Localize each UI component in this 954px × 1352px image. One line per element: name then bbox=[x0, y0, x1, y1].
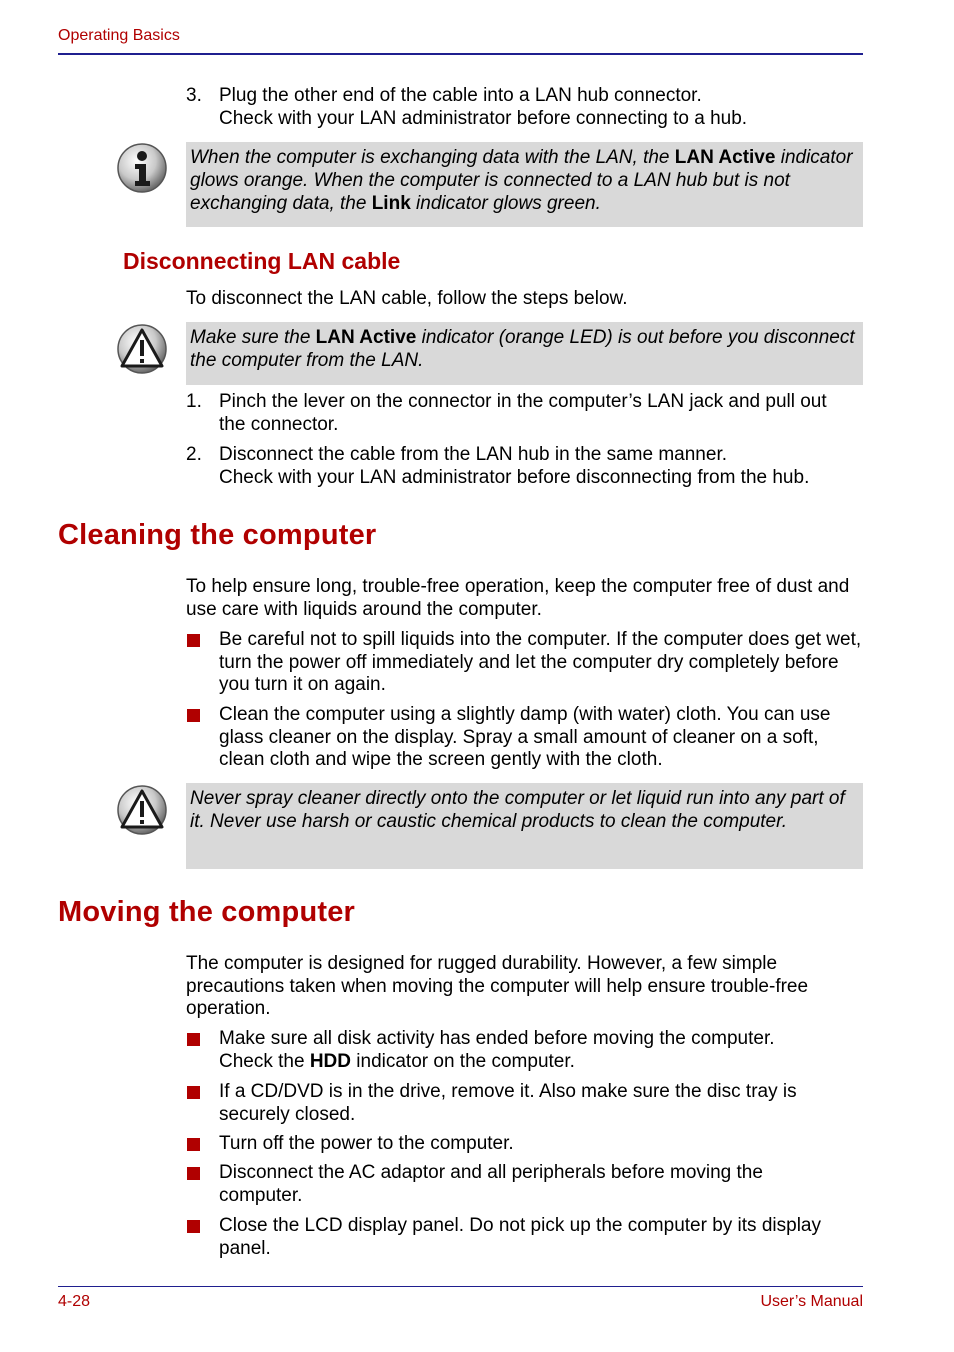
warning-note bbox=[186, 322, 863, 385]
step-text bbox=[219, 85, 864, 130]
step-line: Check with your LAN administrator before disconnecting from the hub. bbox=[219, 466, 810, 488]
step-line: Disconnect the cable from the LAN hub in the same manner. bbox=[219, 444, 727, 465]
warning-icon bbox=[116, 323, 168, 375]
paragraph: The computer is designed for rugged durability. However, a few simple precautions taken when moving the computer will help ensure trouble-free operation. bbox=[186, 953, 809, 1020]
section-heading: Cleaning the computer bbox=[58, 519, 377, 551]
paragraph: To disconnect the LAN cable, follow the steps below. bbox=[186, 288, 628, 309]
bullet-marker bbox=[187, 1220, 200, 1233]
step-text: Pinch the lever on the connector in the computer’s LAN jack and pull out the connector. bbox=[219, 391, 827, 435]
manual-title: User’s Manual bbox=[760, 1293, 863, 1310]
header-rule bbox=[58, 53, 863, 55]
note-text: indicator glows green. bbox=[410, 193, 601, 214]
bullet-text: Turn off the power to the computer. bbox=[219, 1133, 514, 1154]
bullet-line: Make sure all disk activity has ended before moving the computer. bbox=[219, 1028, 775, 1049]
note-text: When the computer is exchanging data with the LAN, the bbox=[190, 147, 675, 168]
paragraph: To help ensure long, trouble-free operation, keep the computer free of dust and use care with liquids around the computer. bbox=[186, 576, 850, 620]
section-subheading: Disconnecting LAN cable bbox=[123, 248, 401, 274]
step-number: 3. bbox=[186, 85, 202, 106]
footer-rule bbox=[58, 1286, 863, 1287]
bullet-text: If a CD/DVD is in the drive, remove it. Also make sure the disc tray is securely closed. bbox=[219, 1081, 797, 1125]
bullet-marker bbox=[187, 1138, 200, 1151]
section-heading: Moving the computer bbox=[58, 896, 356, 928]
bullet-text: Clean the computer using a slightly damp (with water) cloth. You can use glass cleaner on the display. Spray a small amount of cleaner on a soft, clean cloth and wipe the screen gently with the cloth. bbox=[219, 704, 831, 771]
note-bold: Link bbox=[371, 193, 411, 214]
step-text bbox=[219, 444, 864, 489]
step-number: 2. bbox=[186, 444, 202, 465]
note-bold: LAN Active bbox=[674, 147, 776, 168]
bullet-text: Close the LCD display panel. Do not pick up the computer by its display panel. bbox=[219, 1215, 821, 1259]
warning-note: Never spray cleaner directly onto the computer or let liquid run into any part of it. Never use harsh or caustic chemical products to clean the computer. bbox=[186, 783, 863, 869]
bullet-marker bbox=[187, 709, 200, 722]
bullet-marker bbox=[187, 634, 200, 647]
warning-icon bbox=[116, 784, 168, 836]
step-line: Check with your LAN administrator before connecting to a hub. bbox=[219, 107, 748, 129]
bullet-line: Check the HDD indicator on the computer. bbox=[219, 1050, 575, 1072]
bullet-text bbox=[219, 1028, 864, 1073]
bullet-marker bbox=[187, 1086, 200, 1099]
bold-term: HDD bbox=[309, 1050, 351, 1072]
info-icon bbox=[116, 142, 168, 194]
note-text: indicator glows orange. When the computer is connected to a LAN hub but is not exchanging data, the bbox=[190, 147, 853, 214]
note-text: indicator (orange LED) is out before you disconnect the computer from the LAN. bbox=[190, 327, 855, 371]
bullet-text: Be careful not to spill liquids into the computer. If the computer does get wet, turn the power off immediately and let the computer dry completely before you turn it on again. bbox=[219, 629, 862, 696]
bullet-text: Disconnect the AC adaptor and all peripherals before moving the computer. bbox=[219, 1162, 763, 1206]
step-number: 1. bbox=[186, 391, 202, 412]
running-header: Operating Basics bbox=[58, 27, 180, 44]
info-note bbox=[186, 142, 863, 227]
note-bold: LAN Active bbox=[315, 327, 417, 348]
bullet-marker bbox=[187, 1167, 200, 1180]
note-text: Make sure the bbox=[190, 327, 316, 348]
page-number: 4-28 bbox=[58, 1293, 91, 1310]
step-line: Plug the other end of the cable into a LAN hub connector. bbox=[219, 85, 702, 106]
bullet-marker bbox=[187, 1033, 200, 1046]
